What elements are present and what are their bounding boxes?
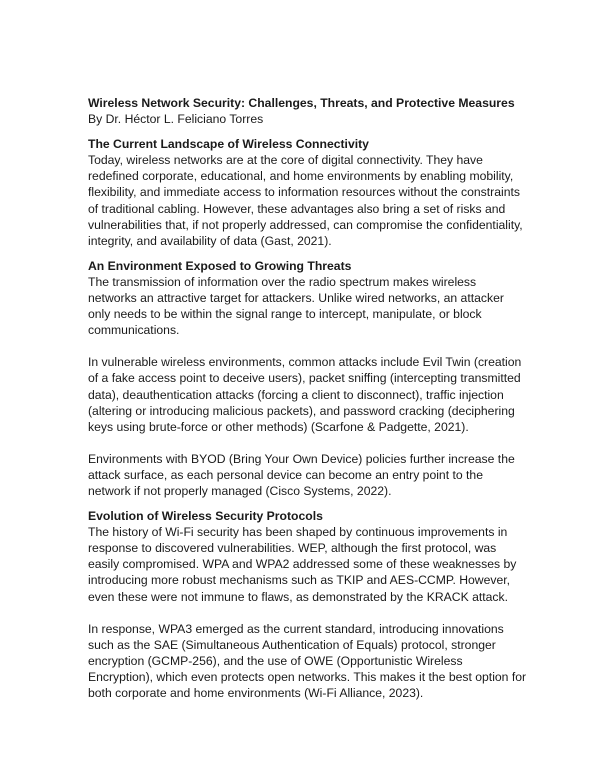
paragraph-protocols-1: The history of Wi-Fi security has been shaped by continuous improvements in response to discovered vulnerabilities. WEP, although the first protocol, was easily compromised. WPA and WPA2 addressed some of these weaknesses by introducing more robust mechanisms such as TKIP and AES-CCMP. However, even these were not immune to flaws, as demonstrated by the KRACK attack. xyxy=(88,525,517,604)
section-heading-landscape: The Current Landscape of Wireless Connectivity xyxy=(88,137,369,152)
document-author: By Dr. Héctor L. Feliciano Torres xyxy=(88,112,264,127)
paragraph-protocols-2: In response, WPA3 emerged as the current standard, introducing innovations such as the SAE (Simultaneous Authentication of Equals) protocol, stronger encryption (GCMP-256), and the use of OWE (Opportunistic Wireless Encryption), which even protects open networks. This makes it the best option for both corporate and home environments (Wi-Fi Alliance, 2023). xyxy=(88,621,527,700)
paragraph-threats-3: Environments with BYOD (Bring Your Own Device) policies further increase the attack surface, as each personal device can become an entry point to the network if not properly managed (Cisco Systems, 2022). xyxy=(88,451,515,498)
document-page xyxy=(88,95,528,701)
section-heading-protocols: Evolution of Wireless Security Protocols xyxy=(88,509,323,524)
document-title: Wireless Network Security: Challenges, Threats, and Protective Measures xyxy=(88,96,515,110)
section-heading-threats: An Environment Exposed to Growing Threats xyxy=(88,258,352,273)
paragraph-landscape-1: Today, wireless networks are at the core of digital connectivity. They have redefined corporate, educational, and home environments by enabling mobility, flexibility, and immediate access to information resources without the constraints of traditional cabling. However, these advantages also bring a set of risks and vulnerabilities that, if not properly addressed, can compromise the confidentiality, integrity, and availability of data (Gast, 2021). xyxy=(88,153,523,248)
paragraph-threats-2: In vulnerable wireless environments, common attacks include Evil Twin (creation of a fake access point to deceive users), packet sniffing (intercepting transmitted data), deauthentication attacks (forcing a client to disconnect), traffic injection (altering or introducing malicious packets), and password cracking (deciphering keys using brute-force or other methods) (Scarfone & Padgette, 2021). xyxy=(88,355,522,434)
paragraph-threats-1: The transmission of information over the radio spectrum makes wireless networks an attractive target for attackers. Unlike wired networks, an attacker only needs to be within the signal range to intercept, manipulate, or block communications. xyxy=(88,274,504,338)
